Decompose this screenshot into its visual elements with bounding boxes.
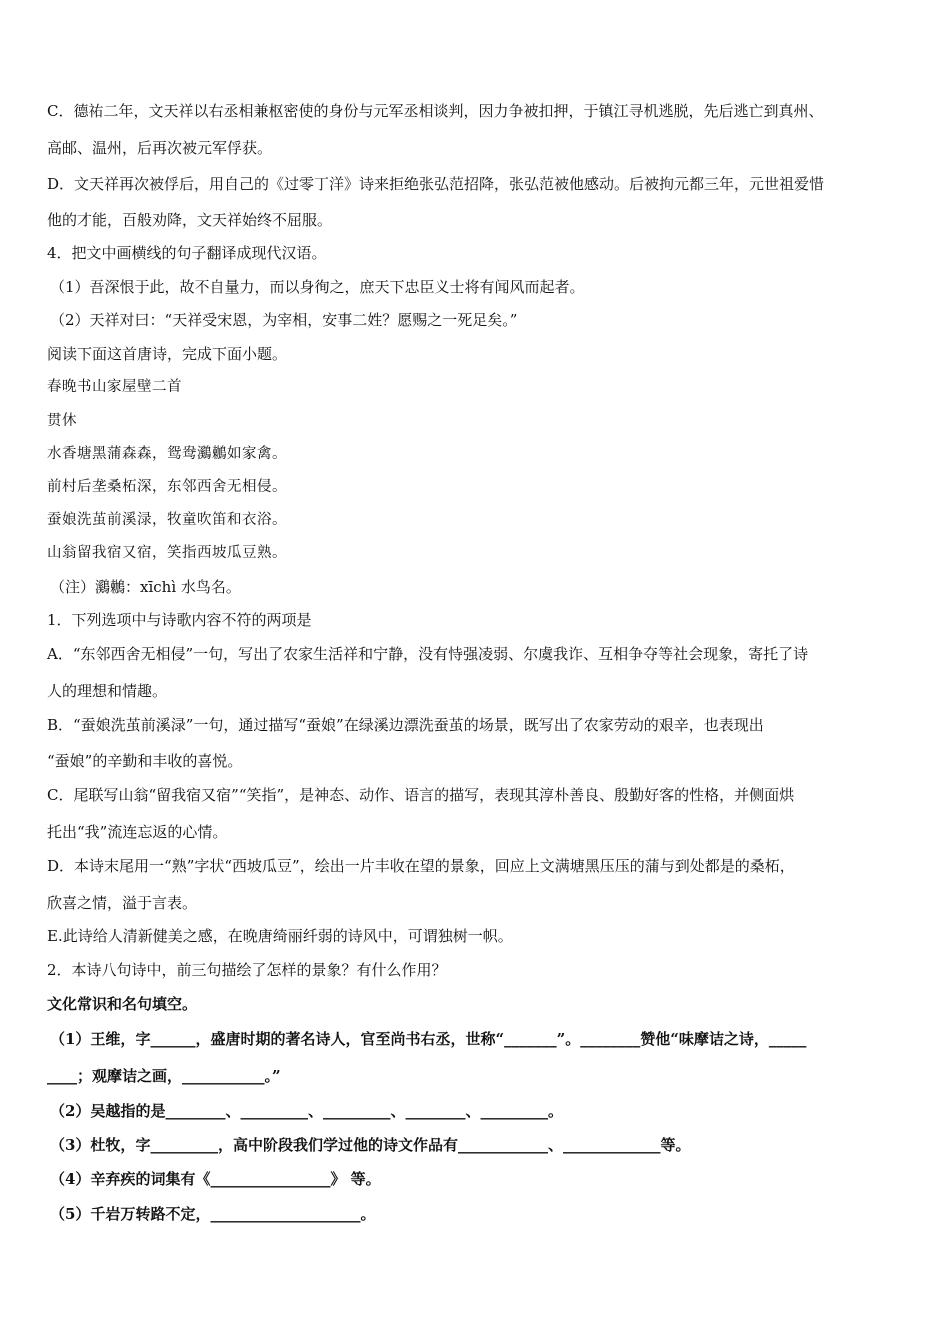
poem-intro: 阅读下面这首唐诗，完成下面小题。: [47, 345, 288, 363]
poem-q1-stem: 1．下列选项中与诗歌内容不符的两项是: [47, 611, 312, 629]
poem-q1-option-a-line2: 人的理想和情趣。: [47, 682, 168, 700]
culture-item-1-line2: ____；观摩诘之画，___________。”: [47, 1067, 281, 1085]
poem-q1-option-c-line2: 托出“我”流连忘返的心情。: [47, 823, 228, 841]
q4-stem: 4．把文中画横线的句子翻译成现代汉语。: [47, 244, 327, 262]
q4-item-1: （1）吾深恨于此，故不自量力，而以身徇之，庶天下忠臣义士将有闻风而起者。: [50, 278, 585, 296]
culture-item-3: （3）杜牧，字_________，高中阶段我们学过他的诗文作品有____________、_____________等。: [50, 1136, 691, 1154]
culture-item-1-line1: （1）王维，字______，盛唐时期的著名诗人，官至尚书右丞，世称“_______”。________赞他“味摩诘之诗，_____: [50, 1030, 807, 1048]
culture-item-5: （5）千岩万转路不定，____________________。: [50, 1205, 376, 1223]
q4-item-2: （2）天祥对曰：“天祥受宋恩，为宰相，安事二姓？愿赐之一死足矣。”: [50, 311, 518, 329]
poem-line-4: 山翁留我宿又宿，笑指西坡瓜豆熟。: [47, 545, 287, 561]
culture-heading: 文化常识和名句填空。: [47, 995, 198, 1013]
q3-option-c-line2: 高邮、温州，后再次被元军俘获。: [47, 139, 273, 157]
poem-q1-option-a-line1: A．“东邻西舍无相侵”一句，写出了农家生活祥和宁静，没有恃强凌弱、尔虞我诈、互相争夺等社会现象，寄托了诗: [47, 645, 809, 663]
culture-item-4: （4）辛弃疾的词集有《________________》 等。: [50, 1170, 381, 1188]
poem-author: 贯休: [47, 413, 77, 429]
poem-line-2: 前村后垄桑柘深，东邻西舍无相侵。: [47, 479, 287, 495]
poem-q1-option-e: E.此诗给人清新健美之感，在晚唐绮丽纤弱的诗风中，可谓独树一帜。: [47, 927, 513, 945]
poem-q2-stem: 2．本诗八句诗中，前三句描绘了怎样的景象？有什么作用？: [47, 961, 447, 979]
poem-line-1: 水香塘黑蒲森森，鸳鸯鸂鶒如家禽。: [47, 446, 287, 462]
poem-q1-option-d-line1: D．本诗末尾用一“熟”字状“西坡瓜豆”，绘出一片丰收在望的景象，回应上文满塘黑压压的蒲与到处都是的桑柘，: [47, 857, 795, 875]
q3-option-d-line2: 他的才能，百般劝降，文天祥始终不屈服。: [47, 211, 333, 229]
poem-title: 春晚书山家屋壁二首: [47, 379, 182, 395]
poem-q1-option-b-line1: B．“蚕娘洗茧前溪渌”一句，通过描写“蚕娘”在绿溪边漂洗蚕茧的场景，既写出了农家劳动的艰辛，也表现出: [47, 716, 764, 734]
q3-option-c-line1: C．德祐二年，文天祥以右丞相兼枢密使的身份与元军丞相谈判，因力争被扣押，于镇江寻机逃脱，先后逃亡到真州、: [47, 102, 824, 120]
poem-q1-option-d-line2: 欣喜之情，溢于言表。: [47, 894, 198, 912]
q3-option-d-line1: D．文天祥再次被俘后，用自己的《过零丁洋》诗来拒绝张弘范招降，张弘范被他感动。后被拘元都三年，元世祖爱惜: [47, 175, 825, 193]
poem-q1-option-b-line2: “蚕娘”的辛勤和丰收的喜悦。: [47, 752, 243, 770]
culture-item-2: （2）吴越指的是________、_________、_________、________、_________。: [50, 1102, 563, 1120]
poem-note: （注）鸂鶒：xīchì 水鸟名。: [50, 578, 241, 596]
poem-q1-option-c-line1: C．尾联写山翁“留我宿又宿”“笑指”，是神态、动作、语言的描写，表现其淳朴善良、殷勤好客的性格，并侧面烘: [47, 786, 795, 804]
poem-line-3: 蚕娘洗茧前溪渌，牧童吹笛和衣浴。: [47, 512, 287, 528]
